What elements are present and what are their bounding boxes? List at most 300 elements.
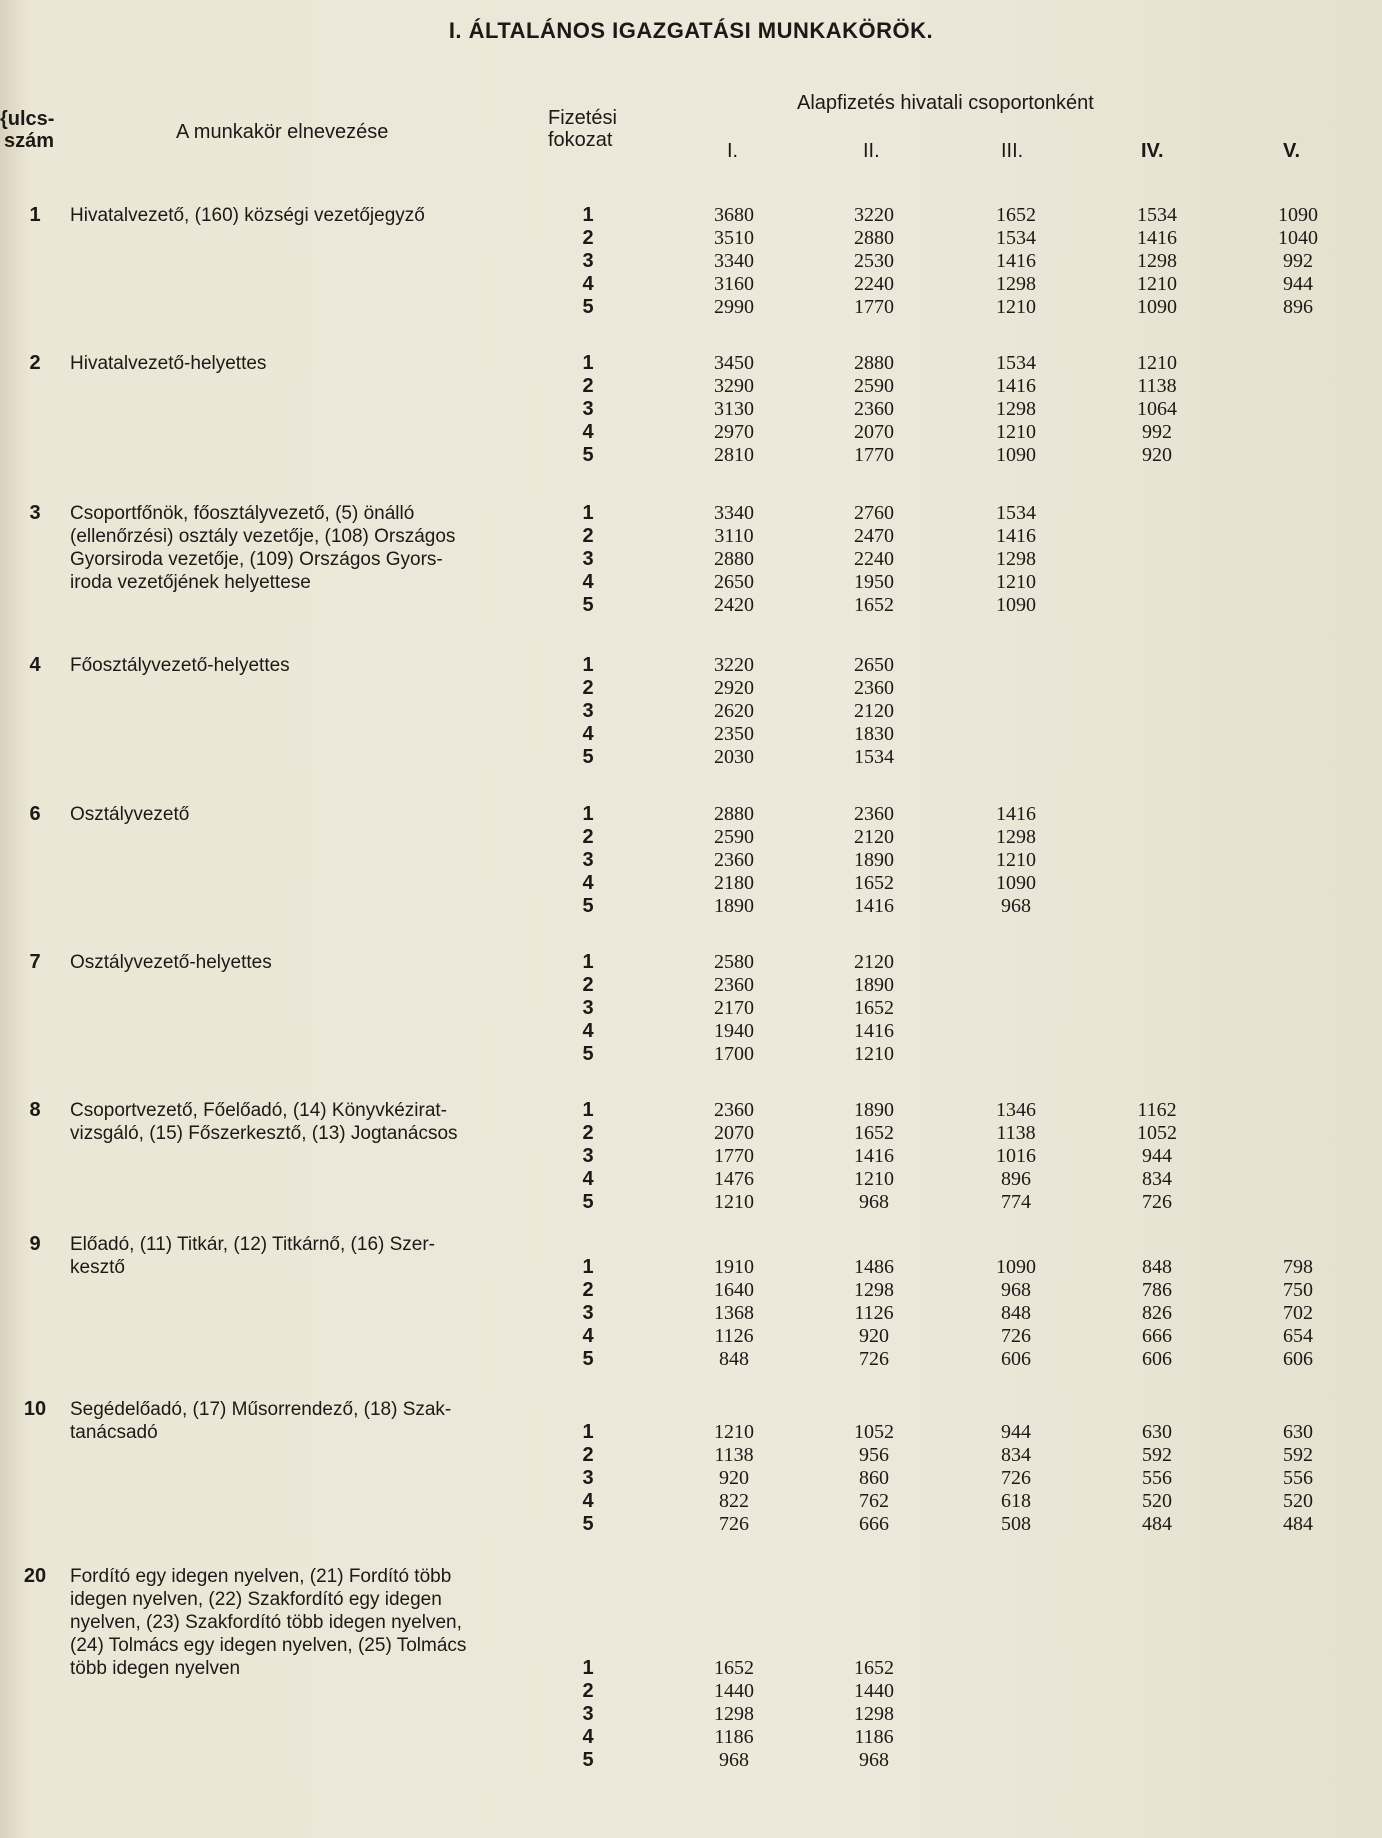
grade-cell: 4	[582, 1325, 594, 1347]
salary-rows	[0, 1099, 1382, 1214]
salary-cell-group-3: 1090	[996, 1256, 1036, 1278]
salary-cell-group-5: 520	[1283, 1490, 1313, 1512]
table-row	[0, 1749, 1382, 1772]
salary-cell-group-3: 896	[1001, 1168, 1031, 1190]
table-row	[0, 444, 1382, 467]
salary-cell-group-5: 484	[1283, 1513, 1313, 1535]
grade-cell: 5	[582, 1348, 594, 1370]
salary-cell-group-5: 750	[1283, 1279, 1313, 1301]
salary-cell-group-1: 2590	[714, 826, 754, 848]
salary-cell-group-3: 1346	[996, 1099, 1036, 1121]
salary-cell-group-2: 1126	[854, 1302, 894, 1324]
grade-cell: 2	[582, 974, 594, 996]
kulcsszam-header-line1: {ulcs-	[0, 108, 55, 130]
salary-cell-group-3: 1298	[996, 398, 1036, 420]
salary-cell-group-1: 2360	[714, 1099, 754, 1121]
grade-header-line2: fokozat	[548, 129, 613, 151]
section-key-number: 4	[29, 654, 41, 676]
salary-cell-group-1: 848	[719, 1348, 749, 1370]
grade-cell: 2	[582, 1279, 594, 1301]
salary-cell-group-4: 666	[1142, 1325, 1172, 1347]
salary-cell-group-4: 786	[1142, 1279, 1172, 1301]
salary-cell-group-1: 2880	[714, 803, 754, 825]
salary-cell-group-3: 618	[1001, 1490, 1031, 1512]
salary-cell-group-4: 1052	[1137, 1122, 1177, 1144]
grade-cell: 3	[582, 849, 594, 871]
salary-cell-group-2: 2360	[854, 398, 894, 420]
salary-cell-group-5: 896	[1283, 296, 1313, 318]
grade-cell: 1	[582, 1256, 594, 1278]
salary-cell-group-4: 920	[1142, 444, 1172, 466]
table-row	[0, 548, 1382, 571]
salary-cell-group-2: 1770	[854, 444, 894, 466]
salary-cell-group-1: 2650	[714, 571, 754, 593]
salary-cell-group-1: 2970	[714, 421, 754, 443]
grade-cell: 5	[582, 1513, 594, 1535]
salary-cell-group-3: 1210	[996, 849, 1036, 871]
salary-rows	[0, 204, 1382, 319]
section-job-title: Csoportvezető, Főelőadó, (14) Könyvkézirat- vizsgáló, (15) Főszerkesztő, (13) Jogtanácsos	[70, 1100, 458, 1144]
grade-cell: 1	[582, 1421, 594, 1443]
table-row	[0, 654, 1382, 677]
grade-cell: 4	[582, 421, 594, 443]
salary-cell-group-2: 968	[859, 1191, 889, 1213]
grade-cell: 5	[582, 746, 594, 768]
salary-cell-group-2: 2880	[854, 352, 894, 374]
base-pay-header: Alapfizetés hivatali csoportonként	[797, 92, 1094, 114]
table-row	[0, 1467, 1382, 1490]
salary-cell-group-2: 1890	[854, 974, 894, 996]
table-row	[0, 375, 1382, 398]
salary-cell-group-4: 1090	[1137, 296, 1177, 318]
salary-cell-group-4: 1162	[1137, 1099, 1177, 1121]
table-row	[0, 1168, 1382, 1191]
section-job-title: Előadó, (11) Titkár, (12) Titkárnő, (16) Szer- kesztő	[70, 1234, 436, 1278]
salary-cell-group-2: 1950	[854, 571, 894, 593]
table-row	[0, 826, 1382, 849]
salary-cell-group-1: 3220	[714, 654, 754, 676]
salary-cell-group-3: 1090	[996, 444, 1036, 466]
grade-cell: 4	[582, 1490, 594, 1512]
salary-cell-group-2: 2240	[854, 548, 894, 570]
salary-cell-group-2: 1416	[854, 895, 894, 917]
salary-cell-group-2: 1770	[854, 296, 894, 318]
salary-cell-group-1: 1700	[714, 1043, 754, 1065]
salary-cell-group-3: 834	[1001, 1444, 1031, 1466]
section-key-number: 7	[29, 951, 41, 973]
salary-cell-group-3: 1416	[996, 250, 1036, 272]
salary-cell-group-2: 968	[859, 1749, 889, 1771]
grade-cell: 3	[582, 398, 594, 420]
table-row	[0, 204, 1382, 227]
salary-cell-group-4: 556	[1142, 1467, 1172, 1489]
salary-cell-group-5: 592	[1283, 1444, 1313, 1466]
salary-cell-group-5: 944	[1283, 273, 1313, 295]
salary-cell-group-1: 1910	[714, 1256, 754, 1278]
salary-cell-group-1: 822	[719, 1490, 749, 1512]
salary-cell-group-3: 1416	[996, 375, 1036, 397]
salary-cell-group-2: 1652	[854, 1122, 894, 1144]
salary-cell-group-3: 1298	[996, 548, 1036, 570]
group-header-2: II.	[863, 140, 880, 162]
salary-cell-group-3: 1416	[996, 803, 1036, 825]
salary-cell-group-1: 2990	[714, 296, 754, 318]
grade-cell: 4	[582, 1168, 594, 1190]
salary-cell-group-1: 1298	[714, 1703, 754, 1725]
table-row	[0, 997, 1382, 1020]
salary-cell-group-2: 2760	[854, 502, 894, 524]
salary-cell-group-1: 3340	[714, 502, 754, 524]
salary-cell-group-2: 1210	[854, 1043, 894, 1065]
table-row	[0, 525, 1382, 548]
salary-cell-group-1: 3510	[714, 227, 754, 249]
salary-cell-group-5: 798	[1283, 1256, 1313, 1278]
salary-cell-group-4: 1064	[1137, 398, 1177, 420]
table-row	[0, 1279, 1382, 1302]
salary-cell-group-1: 1640	[714, 1279, 754, 1301]
salary-cell-group-1: 2350	[714, 723, 754, 745]
salary-cell-group-1: 2030	[714, 746, 754, 768]
salary-cell-group-3: 1138	[996, 1122, 1036, 1144]
section-key-number: 6	[29, 803, 41, 825]
salary-cell-group-2: 1416	[854, 1020, 894, 1042]
salary-cell-group-3: 606	[1001, 1348, 1031, 1370]
salary-cell-group-4: 726	[1142, 1191, 1172, 1213]
salary-cell-group-1: 3110	[714, 525, 754, 547]
table-row	[0, 1444, 1382, 1467]
salary-cell-group-2: 956	[859, 1444, 889, 1466]
salary-cell-group-4: 520	[1142, 1490, 1172, 1512]
salary-cell-group-3: 1016	[996, 1145, 1036, 1167]
table-row	[0, 951, 1382, 974]
salary-cell-group-2: 2120	[854, 700, 894, 722]
table-row	[0, 803, 1382, 826]
salary-cell-group-1: 2810	[714, 444, 754, 466]
name-header: A munkakör elnevezése	[176, 121, 389, 143]
salary-cell-group-3: 726	[1001, 1467, 1031, 1489]
grade-cell: 3	[582, 1302, 594, 1324]
salary-cell-group-1: 1138	[714, 1444, 754, 1466]
salary-cell-group-2: 1652	[854, 872, 894, 894]
section-job-title: Hivatalvezető-helyettes	[70, 353, 267, 374]
table-row	[0, 1325, 1382, 1348]
salary-cell-group-5: 556	[1283, 1467, 1313, 1489]
grade-cell: 2	[582, 227, 594, 249]
section-key-number: 3	[29, 502, 41, 524]
salary-cell-group-4: 992	[1142, 421, 1172, 443]
table-row	[0, 1191, 1382, 1214]
salary-cell-group-1: 1126	[714, 1325, 754, 1347]
grade-cell: 1	[582, 654, 594, 676]
salary-cell-group-1: 2180	[714, 872, 754, 894]
grade-cell: 5	[582, 444, 594, 466]
salary-cell-group-3: 1210	[996, 421, 1036, 443]
salary-cell-group-4: 1416	[1137, 227, 1177, 249]
table-row	[0, 872, 1382, 895]
salary-cell-group-1: 2920	[714, 677, 754, 699]
group-header-4: IV.	[1141, 140, 1164, 162]
table-row	[0, 746, 1382, 769]
salary-cell-group-1: 2170	[714, 997, 754, 1019]
salary-cell-group-3: 1534	[996, 227, 1036, 249]
salary-cell-group-1: 3680	[714, 204, 754, 226]
table-row	[0, 1513, 1382, 1536]
salary-cell-group-4: 848	[1142, 1256, 1172, 1278]
table-row	[0, 273, 1382, 296]
salary-cell-group-3: 1534	[996, 352, 1036, 374]
salary-cell-group-4: 944	[1142, 1145, 1172, 1167]
salary-cell-group-2: 2070	[854, 421, 894, 443]
salary-cell-group-1: 968	[719, 1749, 749, 1771]
salary-cell-group-1: 3450	[714, 352, 754, 374]
salary-cell-group-5: 1090	[1278, 204, 1318, 226]
table-row	[0, 296, 1382, 319]
grade-cell: 2	[582, 525, 594, 547]
table-row	[0, 1020, 1382, 1043]
grade-cell: 5	[582, 1749, 594, 1771]
salary-cell-group-3: 848	[1001, 1302, 1031, 1324]
section-key-number: 10	[23, 1398, 47, 1420]
salary-cell-group-2: 1652	[854, 594, 894, 616]
salary-cell-group-2: 3220	[854, 204, 894, 226]
salary-cell-group-1: 1210	[714, 1191, 754, 1213]
salary-cell-group-2: 1186	[854, 1726, 894, 1748]
salary-cell-group-1: 3160	[714, 273, 754, 295]
salary-rows	[0, 502, 1382, 617]
salary-cell-group-1: 1440	[714, 1680, 754, 1702]
salary-cell-group-2: 1440	[854, 1680, 894, 1702]
grade-cell: 3	[582, 1145, 594, 1167]
table-row	[0, 398, 1382, 421]
salary-cell-group-1: 2620	[714, 700, 754, 722]
salary-cell-group-2: 2240	[854, 273, 894, 295]
salary-cell-group-4: 1298	[1137, 250, 1177, 272]
grade-cell: 3	[582, 1703, 594, 1725]
salary-cell-group-2: 2590	[854, 375, 894, 397]
table-row	[0, 1726, 1382, 1749]
salary-cell-group-2: 1652	[854, 1657, 894, 1679]
salary-rows	[0, 1657, 1382, 1772]
section-job-title: Hivatalvezető, (160) községi vezetőjegyző	[70, 205, 425, 226]
salary-cell-group-2: 1652	[854, 997, 894, 1019]
table-row	[0, 352, 1382, 375]
grade-cell: 4	[582, 1020, 594, 1042]
section-key-number: 1	[29, 204, 41, 226]
grade-cell: 4	[582, 1726, 594, 1748]
salary-cell-group-2: 2470	[854, 525, 894, 547]
grade-cell: 2	[582, 375, 594, 397]
table-row	[0, 1043, 1382, 1066]
table-row	[0, 1657, 1382, 1680]
salary-cell-group-2: 1830	[854, 723, 894, 745]
salary-cell-group-5: 606	[1283, 1348, 1313, 1370]
salary-cell-group-2: 2120	[854, 826, 894, 848]
salary-cell-group-3: 1534	[996, 502, 1036, 524]
grade-cell: 3	[582, 700, 594, 722]
salary-cell-group-2: 2530	[854, 250, 894, 272]
grade-cell: 1	[582, 352, 594, 374]
salary-cell-group-4: 1210	[1137, 352, 1177, 374]
table-row	[0, 677, 1382, 700]
salary-rows	[0, 951, 1382, 1066]
salary-cell-group-2: 666	[859, 1513, 889, 1535]
grade-header-line1: Fizetési	[548, 107, 617, 129]
grade-cell: 4	[582, 273, 594, 295]
section-job-title: Csoportfőnök, főosztályvezető, (5) önálló (ellenőrzési) osztály vezetője, (108) Országos Gyorsiroda vezetője, (109) Országos Gyors- iroda vezetőjének helyettese	[70, 503, 456, 593]
salary-cell-group-3: 1298	[996, 273, 1036, 295]
salary-cell-group-5: 702	[1283, 1302, 1313, 1324]
salary-cell-group-3: 1210	[996, 571, 1036, 593]
section-job-title: Osztályvezető-helyettes	[70, 952, 272, 973]
table-row	[0, 227, 1382, 250]
grade-cell: 5	[582, 594, 594, 616]
grade-cell: 4	[582, 872, 594, 894]
salary-cell-group-2: 762	[859, 1490, 889, 1512]
salary-cell-group-1: 1368	[714, 1302, 754, 1324]
salary-cell-group-2: 1890	[854, 1099, 894, 1121]
salary-cell-group-1: 1890	[714, 895, 754, 917]
table-row	[0, 1145, 1382, 1168]
salary-cell-group-1: 2420	[714, 594, 754, 616]
salary-cell-group-5: 992	[1283, 250, 1313, 272]
table-row	[0, 895, 1382, 918]
table-row	[0, 1703, 1382, 1726]
table-row	[0, 1256, 1382, 1279]
salary-cell-group-1: 726	[719, 1513, 749, 1535]
salary-cell-group-1: 1476	[714, 1168, 754, 1190]
salary-cell-group-2: 2650	[854, 654, 894, 676]
table-row	[0, 1490, 1382, 1513]
grade-cell: 1	[582, 803, 594, 825]
table-row	[0, 1302, 1382, 1325]
table-row	[0, 594, 1382, 617]
salary-cell-group-2: 726	[859, 1348, 889, 1370]
salary-cell-group-2: 2360	[854, 677, 894, 699]
grade-cell: 1	[582, 951, 594, 973]
group-header-3: III.	[1001, 140, 1024, 162]
salary-cell-group-5: 654	[1283, 1325, 1313, 1347]
salary-cell-group-4: 630	[1142, 1421, 1172, 1443]
salary-cell-group-5: 630	[1283, 1421, 1313, 1443]
table-row	[0, 502, 1382, 525]
section-job-title: Osztályvezető	[70, 804, 190, 825]
grade-cell: 1	[582, 204, 594, 226]
salary-cell-group-1: 3130	[714, 398, 754, 420]
grade-cell: 3	[582, 250, 594, 272]
grade-cell: 4	[582, 571, 594, 593]
grade-cell: 2	[582, 1680, 594, 1702]
section-key-number: 20	[23, 1565, 47, 1587]
grade-cell: 2	[582, 826, 594, 848]
grade-cell: 3	[582, 997, 594, 1019]
salary-cell-group-3: 968	[1001, 895, 1031, 917]
table-row	[0, 250, 1382, 273]
section-job-title: Fordító egy idegen nyelven, (21) Fordító több idegen nyelven, (22) Szakfordító egy idegen nyelven, (23) Szakfordító több idegen nyelven, (24) Tolmács egy idegen nyelven, (25) Tolmács több idegen nyelven	[70, 1566, 467, 1679]
table-row	[0, 849, 1382, 872]
salary-cell-group-3: 968	[1001, 1279, 1031, 1301]
salary-rows	[0, 1421, 1382, 1536]
table-row	[0, 723, 1382, 746]
grade-cell: 5	[582, 895, 594, 917]
page-title: I. ÁLTALÁNOS IGAZGATÁSI MUNKAKÖRÖK.	[448, 18, 934, 43]
grade-cell: 1	[582, 1099, 594, 1121]
grade-cell: 5	[582, 1043, 594, 1065]
salary-rows	[0, 803, 1382, 918]
table-row	[0, 1099, 1382, 1122]
salary-cell-group-1: 2580	[714, 951, 754, 973]
grade-cell: 5	[582, 296, 594, 318]
grade-cell: 3	[582, 1467, 594, 1489]
salary-cell-group-3: 944	[1001, 1421, 1031, 1443]
salary-cell-group-1: 2880	[714, 548, 754, 570]
salary-cell-group-1: 1770	[714, 1145, 754, 1167]
kulcsszam-header-line2: szám	[4, 130, 55, 152]
salary-cell-group-4: 826	[1142, 1302, 1172, 1324]
grade-cell: 3	[582, 548, 594, 570]
salary-cell-group-2: 1052	[854, 1421, 894, 1443]
salary-cell-group-4: 1534	[1137, 204, 1177, 226]
salary-cell-group-4: 592	[1142, 1444, 1172, 1466]
group-header-1: I.	[727, 140, 739, 162]
salary-cell-group-2: 2120	[854, 951, 894, 973]
grade-cell: 4	[582, 723, 594, 745]
section-job-title: Segédelőadó, (17) Műsorrendező, (18) Szak- tanácsadó	[70, 1399, 452, 1443]
grade-cell: 5	[582, 1191, 594, 1213]
salary-cell-group-1: 1652	[714, 1657, 754, 1679]
salary-cell-group-1: 2070	[714, 1122, 754, 1144]
salary-cell-group-2: 1486	[854, 1256, 894, 1278]
salary-cell-group-3: 508	[1001, 1513, 1031, 1535]
grade-cell: 1	[582, 502, 594, 524]
salary-cell-group-2: 1210	[854, 1168, 894, 1190]
salary-cell-group-2: 860	[859, 1467, 889, 1489]
grade-cell: 2	[582, 1444, 594, 1466]
salary-cell-group-4: 484	[1142, 1513, 1172, 1535]
salary-cell-group-1: 2360	[714, 849, 754, 871]
salary-cell-group-3: 1090	[996, 594, 1036, 616]
table-row	[0, 1122, 1382, 1145]
table-row	[0, 421, 1382, 444]
section-key-number: 2	[29, 352, 41, 374]
salary-cell-group-3: 726	[1001, 1325, 1031, 1347]
salary-cell-group-4: 1210	[1137, 273, 1177, 295]
salary-cell-group-3: 1090	[996, 872, 1036, 894]
salary-cell-group-4: 606	[1142, 1348, 1172, 1370]
salary-cell-group-1: 1186	[714, 1726, 754, 1748]
salary-cell-group-4: 834	[1142, 1168, 1172, 1190]
table-row	[0, 974, 1382, 997]
section-job-title: Főosztályvezető-helyettes	[70, 655, 290, 676]
salary-cell-group-1: 920	[719, 1467, 749, 1489]
salary-cell-group-1: 2360	[714, 974, 754, 996]
table-row	[0, 1348, 1382, 1371]
salary-cell-group-3: 1652	[996, 204, 1036, 226]
salary-cell-group-2: 1298	[854, 1703, 894, 1725]
grade-cell: 2	[582, 677, 594, 699]
salary-cell-group-2: 1298	[854, 1279, 894, 1301]
salary-cell-group-1: 1940	[714, 1020, 754, 1042]
grade-cell: 2	[582, 1122, 594, 1144]
table-row	[0, 1680, 1382, 1703]
table-row	[0, 571, 1382, 594]
salary-cell-group-2: 920	[859, 1325, 889, 1347]
salary-cell-group-2: 1416	[854, 1145, 894, 1167]
salary-rows	[0, 352, 1382, 467]
salary-cell-group-1: 3340	[714, 250, 754, 272]
salary-cell-group-4: 1138	[1137, 375, 1177, 397]
salary-rows	[0, 1256, 1382, 1371]
salary-cell-group-1: 1210	[714, 1421, 754, 1443]
